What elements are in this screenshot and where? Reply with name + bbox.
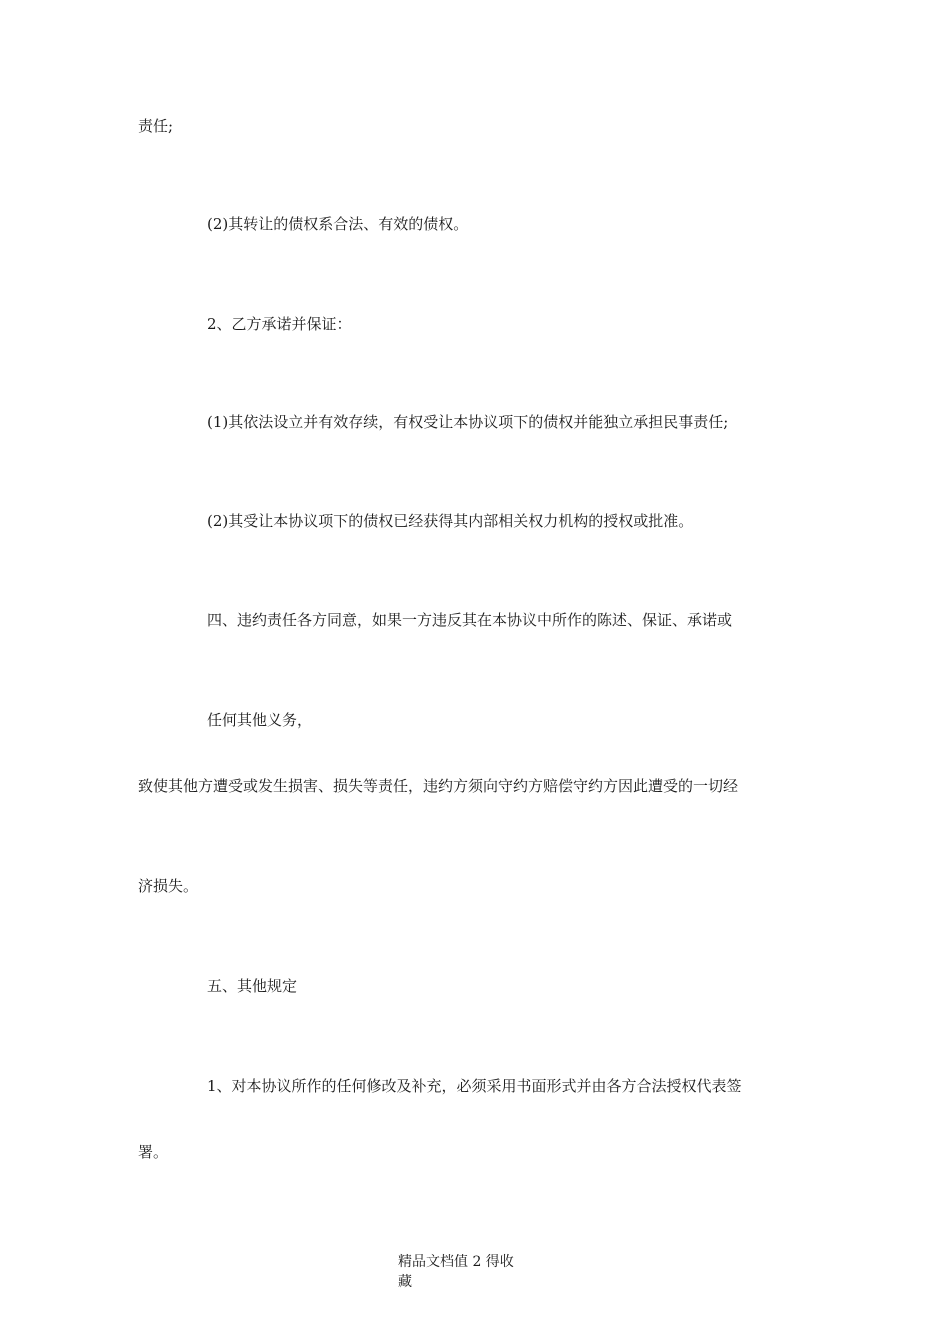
paragraph-line: (1)其依法设立并有效存续，有权受让本协议项下的债权并能独立承担民事责任;	[207, 413, 729, 431]
paragraph-line: 1、对本协议所作的任何修改及补充，必须采用书面形式并由各方合法授权代表签	[207, 1077, 742, 1095]
paragraph-line: 责任;	[138, 117, 174, 135]
paragraph-line: 任何其他义务，	[207, 711, 313, 729]
paragraph-line: (2)其受让本协议项下的债权已经获得其内部相关权力机构的授权或批准。	[207, 512, 694, 530]
paragraph-line: (2)其转让的债权系合法、有效的债权。	[207, 215, 469, 233]
section-heading: 五、其他规定	[207, 977, 298, 995]
paragraph-line: 署。	[138, 1143, 169, 1161]
paragraph-line: 济损失。	[138, 877, 199, 895]
section-heading: 四、违约责任各方同意，如果一方违反其在本协议中所作的陈述、保证、承诺或	[207, 611, 733, 629]
page-footer: 精品文档值 2 得收藏	[398, 1254, 514, 1290]
section-heading: 2、乙方承诺并保证：	[207, 315, 352, 333]
paragraph-line: 致使其他方遭受或发生损害、损失等责任，违约方须向守约方赔偿守约方因此遭受的一切经	[138, 777, 739, 795]
